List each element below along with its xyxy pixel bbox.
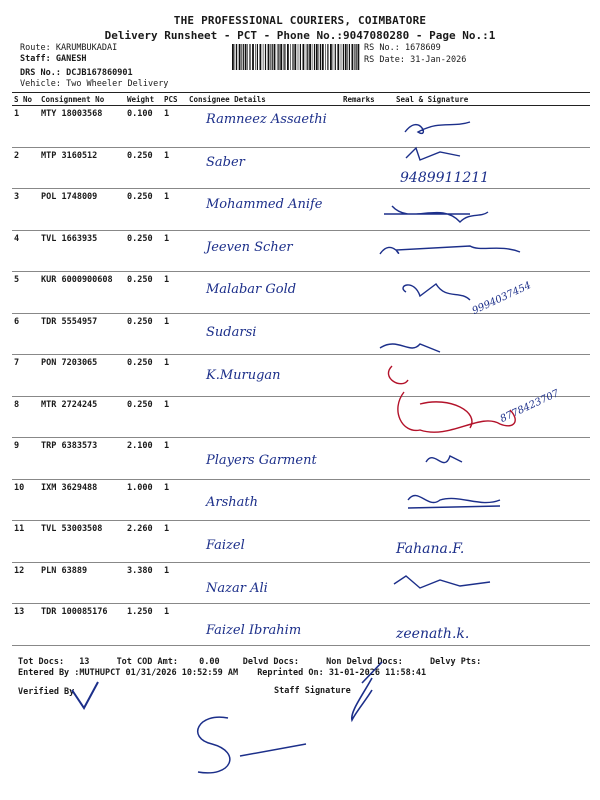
staff-label: Staff:: [20, 54, 51, 64]
col-sno: S No: [12, 93, 39, 106]
handwritten-consignee-name: Malabar Gold: [206, 282, 297, 298]
route-value: KARUMBUKADAI: [55, 43, 118, 53]
cell-weight: 3.380: [125, 562, 162, 604]
barcode-bar: [314, 44, 315, 70]
cell-consignment-no: TRP 6383573: [39, 438, 125, 480]
cell-seal-signature: [380, 479, 590, 521]
rs-no-label: RS No.:: [364, 43, 400, 53]
cell-sno: 9: [12, 438, 39, 480]
cell-consignment-no: MTY 18003568: [39, 106, 125, 148]
cell-pcs: 1: [162, 272, 187, 314]
cell-consignee: [187, 189, 341, 231]
cell-consignee: [187, 562, 341, 604]
barcode-bar: [337, 44, 339, 70]
entered-by-value: MUTHUPCT 01/31/2026 10:52:59 AM: [79, 668, 239, 678]
table-row: [12, 479, 590, 521]
cell-seal-signature: [380, 521, 590, 563]
totals-line: [18, 657, 481, 667]
staff-line: [20, 54, 87, 64]
drs-label: DRS No.:: [20, 68, 61, 78]
reprinted-value: 31-01-2026 11:58:41: [328, 668, 427, 678]
cell-consignment-no: MTR 2724245: [39, 396, 125, 438]
cell-consignment-no: PLN 63889: [39, 562, 125, 604]
col-seal: Seal & Signature: [380, 93, 590, 106]
barcode-bar: [263, 44, 264, 70]
barcode-bar: [247, 44, 248, 70]
handwritten-consignee-name: Mohammed Anife: [206, 197, 323, 213]
cell-pcs: 1: [162, 230, 187, 272]
cell-seal-signature: [380, 396, 590, 438]
handwritten-phone-note: 8778423707: [498, 388, 561, 426]
barcode-bar: [303, 44, 305, 70]
cell-pcs: 1: [162, 355, 187, 397]
cell-consignee: [187, 147, 341, 189]
cell-remarks: [341, 438, 380, 480]
cell-sno: 6: [12, 313, 39, 355]
barcode-bar: [309, 44, 311, 70]
verified-by-check-mark: [72, 682, 98, 708]
barcode-bar: [235, 44, 236, 70]
cell-sno: 7: [12, 355, 39, 397]
route-label: Route:: [20, 43, 51, 53]
barcode-bar: [333, 44, 334, 70]
barcode-bar: [284, 44, 285, 70]
cell-weight: 0.250: [125, 147, 162, 189]
runsheet-table: [12, 92, 590, 646]
barcode-bar: [319, 44, 320, 70]
cell-consignment-no: KUR 6000900608: [39, 272, 125, 314]
barcode-bar: [287, 44, 289, 70]
cell-consignee: [187, 604, 341, 646]
cell-consignment-no: TDR 100085176: [39, 604, 125, 646]
cell-weight: 1.250: [125, 604, 162, 646]
cell-consignment-no: TDR 5554957: [39, 313, 125, 355]
cell-sno: 5: [12, 272, 39, 314]
cell-pcs: 1: [162, 479, 187, 521]
cell-weight: 0.250: [125, 189, 162, 231]
barcode-bar: [354, 44, 355, 70]
cell-sno: 2: [12, 147, 39, 189]
cell-consignee: [187, 479, 341, 521]
barcode-bar: [274, 44, 276, 70]
cell-remarks: [341, 521, 380, 563]
barcode-bar: [252, 44, 254, 70]
handwritten-signature: zeenath.k.: [396, 626, 470, 643]
cell-remarks: [341, 604, 380, 646]
handwritten-consignee-name: Ramneez Assaethi: [206, 112, 327, 127]
barcode-bar: [345, 44, 347, 70]
non-delvd-docs-label: Non Delvd Docs:: [326, 657, 403, 667]
table-row: [12, 562, 590, 604]
cell-pcs: 1: [162, 604, 187, 646]
barcode-bar: [327, 44, 328, 70]
cell-consignee: [187, 396, 341, 438]
delvd-docs-label: Delvd Docs:: [242, 657, 300, 667]
cell-pcs: 1: [162, 562, 187, 604]
cell-seal-signature: [380, 438, 590, 480]
staff-value: GANESH: [55, 54, 87, 64]
cell-seal-signature: [380, 106, 590, 148]
barcode-bar: [277, 44, 278, 70]
cell-seal-signature: [380, 189, 590, 231]
cell-seal-signature: [380, 604, 590, 646]
table-row: [12, 396, 590, 438]
barcode-bar: [341, 44, 342, 70]
barcode-bar: [322, 44, 324, 70]
company-title: THE PROFESSIONAL COURIERS, COIMBATORE: [173, 14, 427, 27]
barcode-image: [232, 44, 360, 70]
vehicle-label: Vehicle:: [20, 79, 61, 89]
handwritten-consignee-name: Players Garment: [206, 452, 317, 468]
barcode-bar: [312, 44, 313, 70]
cell-remarks: [341, 355, 380, 397]
cell-consignee: [187, 355, 341, 397]
cell-weight: 0.250: [125, 355, 162, 397]
rs-date-line: [364, 55, 466, 65]
cell-sno: 12: [12, 562, 39, 604]
cell-sno: 8: [12, 396, 39, 438]
col-pcs: PCS: [162, 93, 187, 106]
barcode-bar: [255, 44, 256, 70]
barcode-bar: [316, 44, 318, 70]
delvy-pts-label: Delvy Pts:: [430, 657, 482, 667]
cell-consignment-no: TVL 53003508: [39, 521, 125, 563]
barcode-bar: [335, 44, 336, 70]
cell-seal-signature: [380, 313, 590, 355]
barcode-bar: [243, 44, 244, 70]
cell-sno: 10: [12, 479, 39, 521]
cell-consignee: [187, 272, 341, 314]
tot-docs-label: Tot Docs:: [18, 657, 65, 667]
barcode-bar: [330, 44, 332, 70]
barcode-bar: [236, 44, 237, 70]
cell-consignment-no: POL 1748009: [39, 189, 125, 231]
rs-no-value: 1678609: [404, 43, 441, 53]
reprinted-label: Reprinted On:: [257, 668, 324, 678]
cell-consignee: [187, 106, 341, 148]
barcode-bar: [347, 44, 348, 70]
barcode-bar: [307, 44, 308, 70]
barcode-bar: [358, 44, 360, 70]
cell-consignment-no: IXM 3629488: [39, 479, 125, 521]
barcode-bar: [290, 44, 291, 70]
table-row: [12, 604, 590, 646]
barcode-bar: [270, 44, 271, 70]
rs-date-value: 31-Jan-2026: [410, 55, 467, 65]
barcode-bar: [232, 44, 234, 70]
vehicle-line: [20, 79, 168, 89]
col-weight: Weight: [125, 93, 162, 106]
handwritten-consignee-name: Faizel: [206, 538, 245, 553]
cell-seal-signature: [380, 272, 590, 314]
barcode-bar: [343, 44, 344, 70]
cell-seal-signature: [380, 355, 590, 397]
cell-sno: 4: [12, 230, 39, 272]
table-header-row: [12, 93, 590, 106]
cell-weight: 0.250: [125, 230, 162, 272]
handwritten-phone-note: 9489911211: [400, 169, 490, 186]
cell-consignment-no: PON 7203065: [39, 355, 125, 397]
table-row: [12, 521, 590, 563]
barcode-bar: [241, 44, 242, 70]
col-consignee: Consignee Details: [187, 93, 341, 106]
handwritten-consignee-name: Sudarsi: [206, 325, 257, 340]
cell-weight: 0.250: [125, 396, 162, 438]
cell-remarks: [341, 230, 380, 272]
route-line: [20, 43, 117, 53]
cell-weight: 1.000: [125, 479, 162, 521]
cell-consignee: [187, 438, 341, 480]
cell-pcs: 1: [162, 438, 187, 480]
cell-remarks: [341, 313, 380, 355]
cell-seal-signature: [380, 147, 590, 189]
cell-weight: 0.250: [125, 272, 162, 314]
cell-consignee: [187, 521, 341, 563]
col-remarks: Remarks: [341, 93, 380, 106]
handwritten-consignee-name: Saber: [206, 154, 245, 170]
barcode-bar: [300, 44, 301, 70]
cell-remarks: [341, 106, 380, 148]
cell-pcs: 1: [162, 521, 187, 563]
cell-remarks: [341, 272, 380, 314]
rs-date-label: RS Date:: [364, 55, 405, 65]
col-consignment: Consignment No: [39, 93, 125, 106]
barcode-bar: [349, 44, 350, 70]
barcode-bar: [325, 44, 326, 70]
barcode-bar: [294, 44, 296, 70]
table-row: [12, 189, 590, 231]
handwritten-consignee-name: Nazar Ali: [206, 580, 268, 596]
cell-weight: 0.250: [125, 313, 162, 355]
table-row: [12, 313, 590, 355]
handwritten-consignee-name: K.Murugan: [206, 367, 281, 383]
vehicle-value: Two Wheeler Delivery: [66, 79, 169, 89]
cell-remarks: [341, 147, 380, 189]
barcode-bar: [239, 44, 241, 70]
barcode-bar: [298, 44, 299, 70]
barcode-bar: [278, 44, 279, 70]
barcode-bar: [268, 44, 270, 70]
cell-consignee: [187, 230, 341, 272]
barcode-bar: [257, 44, 258, 70]
cell-consignee: [187, 313, 341, 355]
table-row: [12, 147, 590, 189]
handwritten-phone-note: 9994037454: [470, 280, 533, 318]
cell-seal-signature: [380, 562, 590, 604]
cell-weight: 2.260: [125, 521, 162, 563]
barcode-bar: [283, 44, 284, 70]
barcode-bar: [352, 44, 354, 70]
barcode-bar: [265, 44, 266, 70]
cell-seal-signature: [380, 230, 590, 272]
table-row: [12, 355, 590, 397]
verified-by-label: Verified By: [18, 687, 75, 697]
cell-pcs: 1: [162, 147, 187, 189]
cell-sno: 1: [12, 106, 39, 148]
cell-remarks: [341, 562, 380, 604]
table-row: [12, 272, 590, 314]
handwritten-consignee-name: Jeeven Scher: [206, 239, 293, 255]
tot-docs-value: 13: [79, 657, 90, 667]
cell-consignment-no: MTP 3160512: [39, 147, 125, 189]
barcode-bar: [320, 44, 321, 70]
barcode-bar: [292, 44, 293, 70]
cell-pcs: 1: [162, 313, 187, 355]
table-row: [12, 438, 590, 480]
table-row: [12, 230, 590, 272]
cell-pcs: 1: [162, 189, 187, 231]
entered-line: [18, 668, 426, 678]
runsheet-subtitle: Delivery Runsheet - PCT - Phone No.:9047080280 - Page No.:1: [104, 29, 496, 42]
cell-pcs: 1: [162, 106, 187, 148]
cell-sno: 13: [12, 604, 39, 646]
table-row: [12, 106, 590, 148]
cell-pcs: 1: [162, 396, 187, 438]
barcode-bar: [356, 44, 357, 70]
cell-weight: 0.100: [125, 106, 162, 148]
barcode-bar: [245, 44, 247, 70]
tot-cod-value: 0.00: [199, 657, 220, 667]
cell-remarks: [341, 479, 380, 521]
cell-remarks: [341, 189, 380, 231]
barcode-bar: [280, 44, 282, 70]
barcode-bar: [260, 44, 262, 70]
cell-sno: 3: [12, 189, 39, 231]
cell-remarks: [341, 396, 380, 438]
barcode-bar: [272, 44, 273, 70]
drs-value: DCJB167860901: [66, 68, 133, 78]
tot-cod-label: Tot COD Amt:: [116, 657, 178, 667]
entered-by-label: Entered By :: [18, 668, 80, 678]
handwritten-consignee-name: Faizel Ibrahim: [206, 623, 302, 639]
handwritten-consignee-name: Arshath: [206, 495, 258, 511]
barcode-bar: [306, 44, 307, 70]
bottom-s-scribble: [198, 717, 306, 773]
cell-sno: 11: [12, 521, 39, 563]
cell-weight: 2.100: [125, 438, 162, 480]
staff-signature-label: Staff Signature: [274, 686, 351, 696]
cell-consignment-no: TVL 1663935: [39, 230, 125, 272]
drs-line: [20, 68, 133, 78]
rs-no-line: [364, 43, 441, 53]
barcode-bar: [249, 44, 250, 70]
handwritten-signature: Fahana.F.: [396, 541, 465, 557]
